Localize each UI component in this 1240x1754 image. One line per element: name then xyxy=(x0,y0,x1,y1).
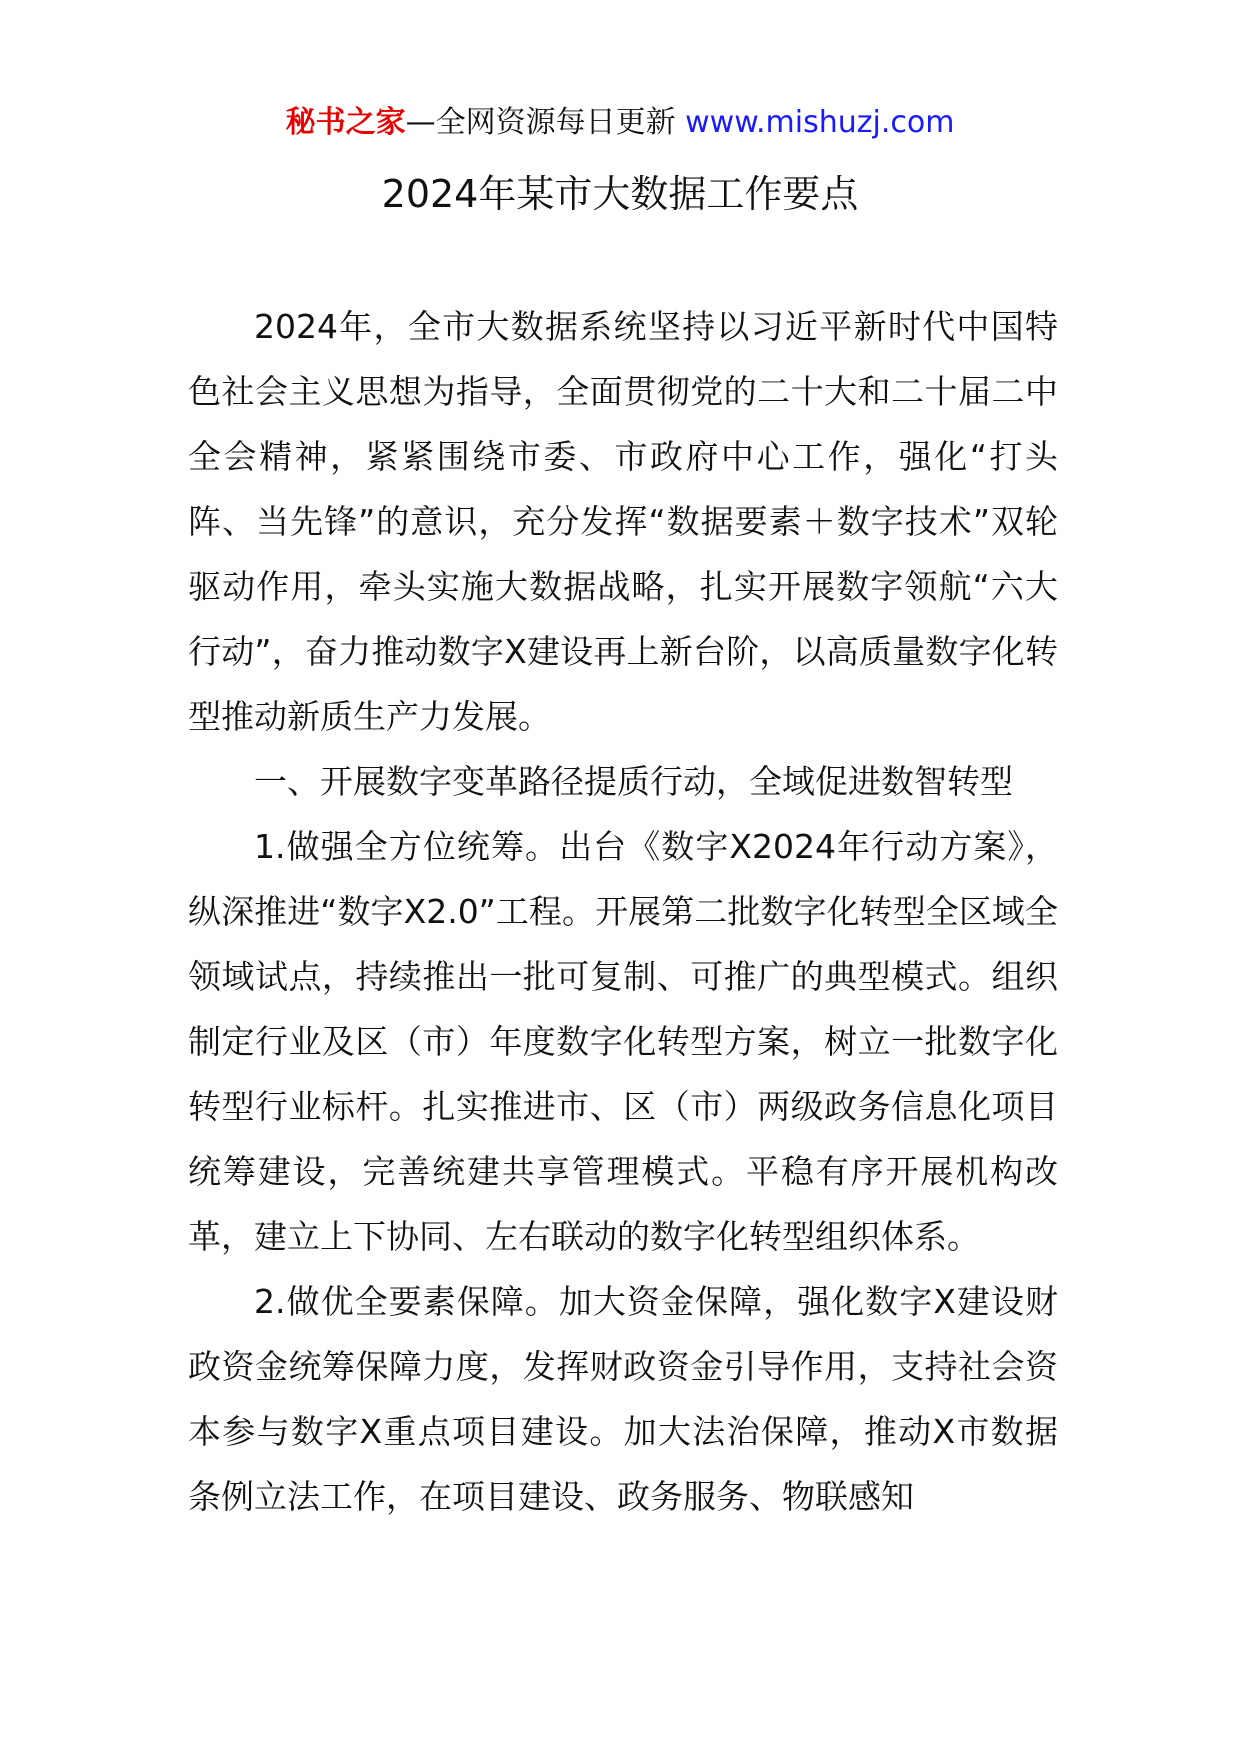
item-paragraph-2: 2.做优全要素保障。加大资金保障，强化数字X建设财政资金统筹保障力度，发挥财政资金引导作用，支持社会资本参与数字X重点项目建设。加大法治保障，推动X市数据条例立法工作，在项目建设、政务服务、物联感知 xyxy=(188,1282,1058,1516)
site-watermark-header xyxy=(0,102,1240,144)
document-title: 2024年某市大数据工作要点 xyxy=(381,172,859,216)
brand-slogan: —全网资源每日更新 xyxy=(405,105,676,140)
item-paragraph-1: 1.做强全方位统筹。出台《数字X2024年行动方案》，纵深推进“数字X2.0”工程。开展第二批数字化转型全区域全领域试点，持续推出一批可复制、可推广的典型模式。组织制定行业及区（市）年度数字化转型方案，树立一批数字化转型行业标杆。扎实推进市、区（市）两级政务信息化项目统筹建设，完善统建共享管理模式。平稳有序开展机构改革，建立上下协同、左右联动的数字化转型组织体系。 xyxy=(188,827,1058,1256)
brand-name: 秘书之家 xyxy=(285,105,406,140)
site-url-link[interactable]: www.mishuzj.com xyxy=(685,105,955,140)
document-body xyxy=(188,294,1058,1529)
section-heading-1: 一、开展数字变革路径提质行动，全域促进数智转型 xyxy=(254,762,1013,801)
intro-paragraph: 2024年，全市大数据系统坚持以习近平新时代中国特色社会主义思想为指导，全面贯彻党的二十大和二十届二中全会精神，紧紧围绕市委、市政府中心工作，强化“打头阵、当先锋”的意识，充分发挥“数据要素＋数字技术”双轮驱动作用，牵头实施大数据战略，扎实开展数字领航“六大行动”，奋力推动数字X建设再上新台阶，以高质量数字化转型推动新质生产力发展。 xyxy=(188,307,1058,736)
